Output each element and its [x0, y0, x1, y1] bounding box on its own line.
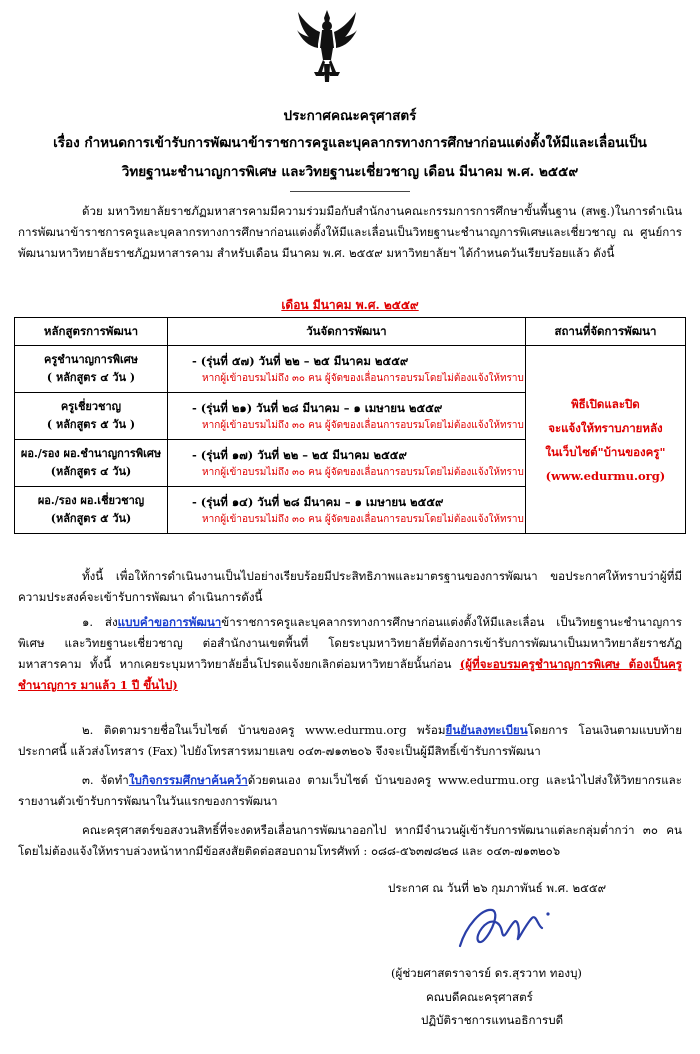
schedule-table	[14, 317, 686, 534]
course-name: ผอ./รอง ผอ.ชำนาญการพิเศษ	[20, 447, 162, 460]
course-duration: (หลักสูตร ๔ วัน)	[50, 465, 132, 478]
course-name: ครูชำนาญการพิเศษ	[44, 353, 138, 366]
title-divider	[290, 191, 410, 192]
course-cell	[15, 346, 168, 393]
round-dates: - (รุ่นที่ ๑๔) วันที่ ๒๘ มีนาคม – ๑ เมษายน ๒๕๕๙	[192, 494, 444, 509]
round-dates: - (รุ่นที่ ๕๗) วันที่ ๒๒ – ๒๕ มีนาคม ๒๕๕๙	[192, 353, 409, 368]
item-1	[18, 612, 682, 696]
date-cell	[168, 487, 526, 534]
course-name: ผอ./รอง ผอ.เชี่ยวชาญ	[37, 494, 145, 507]
item-1-number: ๑. ส่ง	[82, 615, 118, 629]
round-dates: - (รุ่นที่ ๑๗) วันที่ ๒๒ – ๒๕ มีนาคม ๒๕๕๙	[192, 447, 407, 462]
item-1-text	[18, 612, 682, 696]
item-1-body: ข้าราชการครูและบุคลากรทางการศึกษาก่อนแต่งตั้งให้มีและเลื่อน เป็นวิทยฐานะชำนาญการพิเศษ และวิทยฐานะเชี่ยวชาญ ต่อสำนักงานเขตพื้นที่ โดยระบุมหาวิทยาลัยที่ต้องการเข้ารับการพัฒนาเป็นมหาวิทยาลัยราชภัฏมหาสารคาม ทั้งนี้ หากเคยระบุมหาวิทยาลัยอื่นโปรดแจ้งยกเลิกต่อมหาวิทยาลัยนั้นก่อน	[18, 615, 682, 671]
signature-icon	[452, 898, 557, 956]
signer-position: คณบดีคณะครุศาสตร์	[426, 990, 533, 1004]
column-header-date: วันจัดการพัฒนา	[168, 318, 526, 346]
date-cell	[168, 346, 526, 393]
postpone-note: หากผู้เข้าอบรมไม่ถึง ๓๐ คน ผู้จัดของเลื่อนการอบรมโดยไม่ต้องแจ้งให้ทราบ	[202, 466, 524, 478]
subject-line-1: เรื่อง กำหนดการเข้ารับการพัฒนาข้าราชการครูและบุคลากรทางการศึกษาก่อนแต่งตั้งให้มีและเลื่อนเป็น	[53, 135, 647, 151]
course-name: ครูเชี่ยวชาญ	[60, 400, 122, 413]
round-dates: - (รุ่นที่ ๒๑) วันที่ ๒๘ มีนาคม – ๑ เมษายน ๒๕๕๙	[192, 400, 443, 415]
closing-paragraph	[18, 820, 682, 862]
intro-paragraph	[18, 201, 682, 264]
column-header-venue: สถานที่จัดการพัฒนา	[525, 318, 685, 346]
table-header-row	[15, 318, 686, 346]
body-text-1: ทั้งนี้ เพื่อให้การดำเนินงานเป็นไปอย่างเรียบร้อยมีประสิทธิภาพและมาตรฐานของการพัฒนา ขอประกาศให้ทราบว่าผู้ที่มีความประสงค์จะเข้ารับการพัฒนา ดำเนินการดังนี้	[18, 569, 682, 604]
confirm-registration-link[interactable]: ยืนยันลงทะเบียน	[445, 723, 528, 737]
venue-cell	[525, 346, 685, 534]
course-duration: (หลักสูตร ๕ วัน)	[50, 512, 132, 525]
postpone-note: หากผู้เข้าอบรมไม่ถึง ๓๐ คน ผู้จัดของเลื่อนการอบรมโดยไม่ต้องแจ้งให้ทราบ	[202, 372, 524, 384]
garuda-emblem-icon	[296, 8, 358, 86]
venue-line-4: (www.edurmu.org)	[545, 468, 666, 483]
venue-line-3: ในเว็บไซต์"บ้านของครู"	[545, 444, 666, 459]
intro-text: ด้วย มหาวิทยาลัยราชภัฏมหาสารคามมีความร่วมมือกับสำนักงานคณะกรรมการการศึกษาขั้นพื้นฐาน (สพฐ.)ในการดำเนินการพัฒนาข้าราชการครูและบุคลากรทางการศึกษาก่อนแต่งตั้งให้มีและเลื่อนเป็นวิทยฐานะชำนาญการพิเศษและเชี่ยวชาญ ณ ศูนย์การพัฒนามหาวิทยาลัยราชภัฏมหาสารคาม สำหรับเดือน มีนาคม พ.ศ. ๒๕๕๙ มหาวิทยาลัยฯ ได้กำหนดวันเรียบร้อยแล้ว ดังนี้	[18, 204, 682, 260]
announcement-title: ประกาศคณะครุศาสตร์	[283, 108, 417, 124]
schedule-table-title: เดือน มีนาคม พ.ศ. ๒๕๕๙	[281, 298, 419, 312]
course-cell	[15, 440, 168, 487]
announce-date: ประกาศ ณ วันที่ ๒๖ กุมภาพันธ์ พ.ศ. ๒๕๕๙	[388, 881, 607, 895]
date-cell	[168, 393, 526, 440]
subject-line-2: วิทยฐานะชำนาญการพิเศษ และวิทยฐานะเชี่ยวชาญ เดือน มีนาคม พ.ศ. ๒๕๕๙	[121, 164, 579, 180]
item-1-requirement: (ผู้ที่จะอบรมครูชำนาญการพิเศษ ต้องเป็นครูชำนาญการ มาแล้ว 1 ปี ขึ้นไป)	[18, 657, 682, 692]
postpone-note: หากผู้เข้าอบรมไม่ถึง ๓๐ คน ผู้จัดของเลื่อนการอบรมโดยไม่ต้องแจ้งให้ทราบ	[202, 419, 524, 431]
request-form-link[interactable]: แบบคำขอการพัฒนา	[117, 615, 222, 629]
venue-line-1: พิธีเปิดและปิด	[571, 396, 640, 411]
item-2	[18, 720, 682, 762]
closing-text: คณะครุศาสตร์ขอสงวนสิทธิ์ที่จะงดหรือเลื่อนการพัฒนาออกไป หากมีจำนวนผู้เข้ารับการพัฒนาแต่ละกลุ่มต่ำกว่า ๓๐ คน โดยไม่ต้องแจ้งให้ทราบล่วงหน้าหากมีข้อสงสัยติดต่อสอบถามโทรศัพท์ : ๐๘๘-๕๖๓๗๘๒๘ และ ๐๔๓-๗๑๓๒๐๖	[18, 823, 682, 858]
body-paragraph-1	[18, 566, 682, 608]
item-3	[18, 770, 682, 812]
item-2-rest: โดยการ โอนเงินตามแบบท้ายประกาศนี้ แล้วส่งโทรสาร (Fax) ไปยังโทรสารหมายเลข ๐๔๓-๗๑๓๒๐๖ จึงจะเป็นผู้มีสิทธิ์เข้ารับการพัฒนา	[18, 723, 682, 758]
study-activity-link[interactable]: ใบกิจกรรมศึกษาค้นคว้า	[128, 773, 248, 787]
table-row	[15, 346, 686, 393]
item-3-number: ๓. จัดทำ	[82, 773, 129, 787]
date-cell	[168, 440, 526, 487]
item-2-text	[18, 720, 682, 762]
course-cell	[15, 393, 168, 440]
venue-line-2: จะแจ้งให้ทราบภายหลัง	[548, 420, 663, 435]
item-3-rest: ด้วยตนเอง ตามเว็บไซต์ บ้านของครู www.edurmu.org และนำไปส่งให้วิทยากรและรายงานตัวเข้ารับการพัฒนาในวันแรกของการพัฒนา	[18, 773, 683, 808]
item-3-text	[18, 770, 682, 812]
signer-name: (ผู้ช่วยศาสตราจารย์ ดร.สุรวาท ทองบุ)	[391, 966, 582, 980]
course-duration: ( หลักสูตร ๕ วัน )	[46, 418, 136, 431]
column-header-course: หลักสูตรการพัฒนา	[15, 318, 168, 346]
course-duration: ( หลักสูตร ๔ วัน )	[46, 371, 136, 384]
signer-acting-role: ปฏิบัติราชการแทนอธิการบดี	[421, 1013, 564, 1027]
postpone-note: หากผู้เข้าอบรมไม่ถึง ๓๐ คน ผู้จัดของเลื่อนการอบรมโดยไม่ต้องแจ้งให้ทราบ	[202, 513, 524, 525]
course-cell	[15, 487, 168, 534]
item-2-body: ๒. ติดตามรายชื่อในเว็บไซต์ บ้านของครู www.edurmu.org พร้อม	[82, 723, 446, 737]
